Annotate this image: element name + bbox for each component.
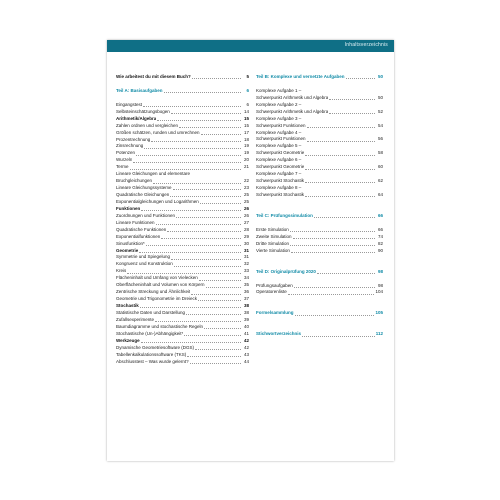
toc-entry-title: Exponentialfunktionen	[116, 233, 161, 239]
toc-entry-title: Baumdiagramme und stochastische Regeln	[116, 323, 204, 329]
toc-part-heading[interactable]	[256, 269, 383, 276]
toc-entry-title: Schwerpunkt Stochastik	[256, 178, 305, 184]
toc-page-number: 58	[377, 150, 383, 156]
toc-entry[interactable]	[116, 268, 249, 275]
toc-page-number: 112	[375, 331, 383, 337]
dot-leader	[346, 78, 375, 79]
toc-page-number: 31	[243, 247, 249, 253]
toc-entry-title: Werkzeuge	[116, 337, 140, 343]
toc-entry[interactable]	[116, 123, 249, 130]
toc-page-number: 82	[377, 240, 383, 246]
toc-entry[interactable]	[256, 116, 383, 123]
toc-entry[interactable]	[256, 192, 383, 199]
toc-entry-title: Abschlusstest – Was wurde gelernt?	[116, 358, 189, 364]
toc-entry[interactable]	[116, 213, 249, 220]
toc-page-number: 36	[243, 289, 249, 295]
toc-entry[interactable]	[256, 95, 383, 102]
toc-entry[interactable]	[116, 255, 249, 262]
toc-page-number: 15	[243, 115, 249, 121]
dot-leader	[140, 307, 241, 308]
toc-entry-title: Komplexe Aufgabe 4 –	[256, 129, 302, 135]
toc-entry-title: Teil D: Originalprüfung 2020	[256, 268, 316, 274]
dot-leader	[201, 134, 241, 135]
toc-page-number: 23	[243, 185, 249, 191]
toc-entry-title: Quadratische Gleichungen	[116, 192, 170, 198]
dot-leader	[290, 231, 375, 232]
dot-leader	[146, 245, 241, 246]
dot-leader	[305, 182, 375, 183]
toc-entry-title: Komplexe Aufgabe 8 –	[256, 185, 302, 191]
toc-entry-title: Dynamische Geometriesoftware (DGS)	[116, 344, 195, 350]
dot-leader	[191, 294, 241, 295]
toc-entry-title: Flächeninhalt und Umfang von Vielecken	[116, 275, 198, 281]
toc-page-number: 15	[243, 122, 249, 128]
toc-entry-title: Formelsammlung	[256, 310, 294, 316]
toc-page-number: 44	[243, 358, 249, 364]
toc-page-number: 18	[243, 136, 249, 142]
dot-leader	[155, 321, 241, 322]
toc-entry[interactable]	[116, 296, 249, 303]
dot-leader	[192, 78, 241, 79]
toc-spacer	[256, 199, 383, 206]
toc-page-number: 105	[375, 310, 383, 316]
toc-entry[interactable]	[256, 130, 383, 137]
toc-entry-title: Sinusfunktion*	[116, 240, 145, 246]
toc-page-number: 19	[243, 150, 249, 156]
toc-page-number: 50	[377, 94, 383, 100]
toc-entry-title: Schwerpunkt Funktionen	[256, 136, 306, 142]
toc-entry-title: Schwerpunkt Arithmetik und Algebra	[256, 94, 329, 100]
toc-page-number: 66	[377, 212, 383, 218]
toc-entry[interactable]	[256, 157, 383, 164]
toc-entry[interactable]	[256, 290, 383, 297]
toc-entry-title: Dritte Simulation	[256, 240, 290, 246]
toc-entry-title: Exponentialgleichungen und Logarithmen	[116, 198, 199, 204]
toc-page-number: 19	[243, 143, 249, 149]
dot-leader	[127, 273, 241, 274]
toc-entry[interactable]	[116, 324, 249, 331]
dot-leader	[171, 259, 241, 260]
toc-spacer	[256, 81, 383, 88]
toc-page-number: 56	[377, 136, 383, 142]
toc-page-number: 35	[243, 282, 249, 288]
toc-entry-title: Zweite Simulation	[256, 233, 292, 239]
toc-spacer	[256, 262, 383, 269]
toc-entry[interactable]	[116, 137, 249, 144]
toc-spacer	[256, 220, 383, 227]
dot-leader	[307, 141, 375, 142]
toc-entry[interactable]	[116, 345, 249, 352]
toc-entry-title: Komplexe Aufgabe 5 –	[256, 143, 302, 149]
dot-leader	[174, 266, 241, 267]
toc-page-number: 14	[243, 108, 249, 114]
dot-leader	[295, 315, 375, 316]
toc-spacer	[256, 303, 383, 310]
toc-spacer	[256, 296, 383, 303]
toc-page-number: 41	[243, 330, 249, 336]
dot-leader	[179, 127, 241, 128]
dot-leader	[139, 252, 241, 253]
toc-entry[interactable]	[256, 185, 383, 192]
toc-entry[interactable]	[116, 234, 249, 241]
toc-entry-title: Potenzen	[116, 150, 136, 156]
toc-entry-title: Schwerpunkt Stochastik	[256, 191, 305, 197]
dot-leader	[317, 273, 375, 274]
toc-left-column	[116, 74, 249, 366]
dot-leader	[133, 162, 241, 163]
toc-page-number: 37	[243, 296, 249, 302]
toc-entry[interactable]	[116, 199, 249, 206]
toc-spacer	[256, 276, 383, 283]
toc-entry[interactable]	[116, 102, 249, 109]
toc-page-number: 25	[243, 198, 249, 204]
toc-page-number: 26	[243, 212, 249, 218]
toc-page-number: 42	[243, 344, 249, 350]
toc-spacer	[256, 206, 383, 213]
toc-entry[interactable]	[116, 317, 249, 324]
toc-entry[interactable]	[116, 157, 249, 164]
toc-page-number: 90	[377, 247, 383, 253]
toc-page-number: 98	[377, 282, 383, 288]
dot-leader	[141, 342, 241, 343]
toc-section-heading[interactable]	[116, 116, 249, 123]
toc-page-number: 54	[377, 122, 383, 128]
dot-leader	[302, 336, 375, 337]
toc-section-heading[interactable]	[116, 248, 249, 255]
toc-entry-title: Komplexe Aufgabe 2 –	[256, 101, 302, 107]
toc-entry[interactable]	[256, 241, 383, 248]
toc-entry[interactable]	[116, 282, 249, 289]
toc-entry-title: Terme	[116, 164, 129, 170]
toc-spacer	[256, 324, 383, 331]
toc-entry-title: Arithmetik/Algebra	[116, 115, 157, 121]
toc-entry[interactable]	[116, 178, 249, 185]
toc-entry[interactable]	[116, 130, 249, 137]
toc-entry-title: Kreis	[116, 268, 127, 274]
dot-leader	[164, 92, 241, 93]
dot-leader	[187, 356, 241, 357]
toc-part-heading[interactable]	[256, 213, 383, 220]
toc-page-number: 30	[243, 240, 249, 246]
toc-page-number: 74	[377, 233, 383, 239]
toc-entry-title: Zahlen ordnen und vergleichen	[116, 122, 179, 128]
dot-leader	[199, 280, 241, 281]
toc-entry[interactable]	[116, 227, 249, 234]
dot-leader	[130, 169, 241, 170]
toc-entry-title: Teil A: Basisaufgaben	[116, 87, 163, 93]
toc-page-number: 29	[243, 233, 249, 239]
toc-page-number: 104	[375, 289, 383, 295]
toc-entry-title: Zinsrechnung	[116, 143, 144, 149]
dot-leader	[141, 210, 241, 211]
toc-page-number: 38	[243, 309, 249, 315]
toc-spacer	[116, 95, 249, 102]
toc-entry[interactable]	[256, 102, 383, 109]
toc-entry-title: Erste Simulation	[256, 226, 289, 232]
toc-entry-title: Schwerpunkt Geometrie	[256, 150, 305, 156]
toc-page-number: 6	[246, 101, 249, 107]
toc-entry-title: Wurzeln	[116, 157, 133, 163]
toc-part-heading[interactable]	[116, 88, 249, 95]
toc-entry[interactable]	[116, 164, 249, 171]
dot-leader	[204, 328, 241, 329]
toc-entry-title: Lineare Gleichungen und elementare	[116, 171, 191, 177]
toc-right-column	[256, 74, 383, 338]
toc-entry-title: Schwerpunkt Geometrie	[256, 164, 305, 170]
toc-entry[interactable]	[256, 164, 383, 171]
toc-entry[interactable]	[256, 88, 383, 95]
toc-entry[interactable]	[116, 261, 249, 268]
toc-page-number: 33	[243, 268, 249, 274]
toc-entry-title: Komplexe Aufgabe 6 –	[256, 157, 302, 163]
toc-entry[interactable]	[256, 143, 383, 150]
dot-leader	[176, 217, 241, 218]
toc-entry-title: Tabellenkalkulationssoftware (TKS)	[116, 351, 187, 357]
toc-entry-title: Stochastik	[116, 303, 139, 309]
dot-leader	[329, 99, 375, 100]
toc-entry[interactable]	[256, 248, 383, 255]
toc-page-number: 62	[377, 178, 383, 184]
toc-entry-title: Zufallsexperimente	[116, 316, 155, 322]
toc-entry[interactable]	[256, 109, 383, 116]
dot-leader	[291, 252, 375, 253]
toc-entry-title: Symmetrie und Spiegelung	[116, 254, 171, 260]
toc-page-number: 17	[243, 129, 249, 135]
toc-entry-title: Eingangstest	[116, 101, 143, 107]
toc-entry-title: Zentrische Streckung und Ähnlichkeit	[116, 289, 191, 295]
toc-entry[interactable]	[256, 137, 383, 144]
dot-leader	[314, 217, 375, 218]
dot-leader	[151, 141, 241, 142]
toc-entry[interactable]	[116, 359, 249, 366]
toc-part-heading[interactable]	[256, 74, 383, 81]
dot-leader	[329, 113, 375, 114]
toc-entry-title: Oberflächeninhalt und Volumen von Körpern	[116, 282, 205, 288]
toc-entry-title: Wie arbeitest du mit diesem Buch?	[116, 73, 191, 79]
toc-spacer	[256, 255, 383, 262]
header-title: Inhaltsverzeichnis	[344, 42, 388, 48]
dot-leader	[171, 113, 241, 114]
toc-page-number: 21	[243, 164, 249, 170]
toc-entry-title: Kongruenz und Konstruktion	[116, 261, 173, 267]
dot-leader	[170, 196, 241, 197]
toc-entry-title: Funktionen	[116, 205, 141, 211]
toc-entry[interactable]	[256, 150, 383, 157]
dot-leader	[161, 238, 241, 239]
dot-leader	[184, 335, 241, 336]
toc-entry[interactable]	[256, 234, 383, 241]
toc-entry-title: Prüfungsaufgaben	[256, 282, 293, 288]
toc-page-number: 38	[243, 303, 249, 309]
dot-leader	[305, 169, 375, 170]
toc-entry[interactable]	[116, 220, 249, 227]
header-band	[107, 40, 394, 52]
toc-page-number: 66	[377, 226, 383, 232]
toc-entry[interactable]	[116, 275, 249, 282]
toc-page-number: 98	[377, 268, 383, 274]
dot-leader	[198, 300, 241, 301]
dot-leader	[305, 196, 375, 197]
toc-entry-title: Teil C: Prüfungssimulation	[256, 212, 313, 218]
dot-leader	[144, 148, 241, 149]
toc-entry-title: Lineare Funktionen	[116, 219, 155, 225]
toc-section-heading[interactable]	[116, 338, 249, 345]
toc-entry[interactable]	[256, 283, 383, 290]
toc-entry-title: Stichwortverzeichnis	[256, 331, 302, 337]
toc-entry[interactable]	[116, 171, 249, 178]
toc-page-number: 32	[243, 261, 249, 267]
toc-entry-title: Stochastische (Un-)Abhängigkeit*	[116, 330, 184, 336]
toc-entry-title: Operatorenliste	[256, 289, 287, 295]
toc-entry[interactable]	[116, 241, 249, 248]
toc-page-number: 5	[246, 73, 249, 79]
toc-entry-title: Teil B: Komplexe und vernetzte Aufgaben	[256, 73, 345, 79]
dot-leader	[206, 287, 241, 288]
toc-entry[interactable]	[116, 150, 249, 157]
toc-entry-title: Zuordnungen und Funktionen	[116, 212, 176, 218]
dot-leader	[156, 224, 241, 225]
toc-page-number: 20	[243, 157, 249, 163]
toc-entry[interactable]	[256, 227, 383, 234]
toc-page-number: 42	[243, 337, 249, 343]
toc-page-number: 28	[243, 226, 249, 232]
toc-entry[interactable]	[256, 123, 383, 130]
toc-entry[interactable]	[116, 192, 249, 199]
toc-part-heading[interactable]	[256, 331, 383, 338]
toc-entry-title: Prozentrechnung	[116, 136, 151, 142]
toc-entry[interactable]	[116, 109, 249, 116]
toc-page-number: 25	[243, 192, 249, 198]
toc-part-heading[interactable]	[256, 310, 383, 317]
toc-section-heading[interactable]	[116, 74, 249, 81]
toc-entry-title: Komplexe Aufgabe 7 –	[256, 171, 302, 177]
toc-spacer	[116, 81, 249, 88]
toc-entry-title: Vierte Simulation	[256, 247, 290, 253]
toc-page-number: 22	[243, 178, 249, 184]
toc-entry[interactable]	[256, 178, 383, 185]
toc-entry-title: Geometrie	[116, 247, 139, 253]
document-page	[107, 40, 394, 461]
dot-leader	[294, 287, 375, 288]
toc-entry-title: Selbsteinschätzungsbogen	[116, 108, 170, 114]
toc-page-number: 50	[377, 73, 383, 79]
dot-leader	[288, 294, 375, 295]
toc-section-heading[interactable]	[116, 206, 249, 213]
dot-leader	[305, 155, 375, 156]
toc-entry[interactable]	[116, 352, 249, 359]
toc-page-number: 27	[243, 219, 249, 225]
toc-entry-title: Bruchgleichungen	[116, 178, 153, 184]
dot-leader	[307, 127, 375, 128]
toc-entry-title: Schwerpunkt Funktionen	[256, 122, 306, 128]
toc-page-number: 39	[243, 316, 249, 322]
dot-leader	[293, 238, 375, 239]
dot-leader	[136, 155, 241, 156]
toc-entry-title: Statistische Daten und Darstellung	[116, 309, 186, 315]
toc-page-number: 52	[377, 108, 383, 114]
toc-page-number: 6	[246, 87, 249, 93]
dot-leader	[157, 120, 241, 121]
toc-entry[interactable]	[256, 171, 383, 178]
toc-page-number: 60	[377, 164, 383, 170]
toc-entry-title: Quadratische Funktionen	[116, 226, 167, 232]
toc-entry[interactable]	[116, 310, 249, 317]
toc-entry-title: Komplexe Aufgabe 3 –	[256, 115, 302, 121]
toc-entry[interactable]	[116, 289, 249, 296]
toc-entry-title: Schwerpunkt Arithmetik und Algebra	[256, 108, 329, 114]
toc-page-number: 34	[243, 275, 249, 281]
toc-entry[interactable]	[116, 144, 249, 151]
toc-page-number: 31	[243, 254, 249, 260]
toc-section-heading[interactable]	[116, 303, 249, 310]
dot-leader	[186, 314, 241, 315]
dot-leader	[195, 349, 241, 350]
dot-leader	[167, 231, 241, 232]
dot-leader	[200, 203, 241, 204]
toc-page-number: 40	[243, 323, 249, 329]
toc-entry[interactable]	[116, 331, 249, 338]
dot-leader	[190, 363, 241, 364]
toc-page-number: 64	[377, 191, 383, 197]
dot-leader	[173, 189, 241, 190]
toc-entry[interactable]	[116, 185, 249, 192]
dot-leader	[153, 183, 241, 184]
toc-page-number: 26	[243, 205, 249, 211]
toc-spacer	[256, 317, 383, 324]
dot-leader	[290, 245, 375, 246]
toc-entry-title: Größen schätzen, runden und umrechnen	[116, 129, 200, 135]
toc-page-number: 43	[243, 351, 249, 357]
toc-entry-title: Komplexe Aufgabe 1 –	[256, 87, 302, 93]
toc-entry-title: Geometrie und Trigonometrie im Dreieck	[116, 296, 198, 302]
toc-entry-title: Lineare Gleichungssysteme	[116, 185, 172, 191]
dot-leader	[143, 106, 241, 107]
